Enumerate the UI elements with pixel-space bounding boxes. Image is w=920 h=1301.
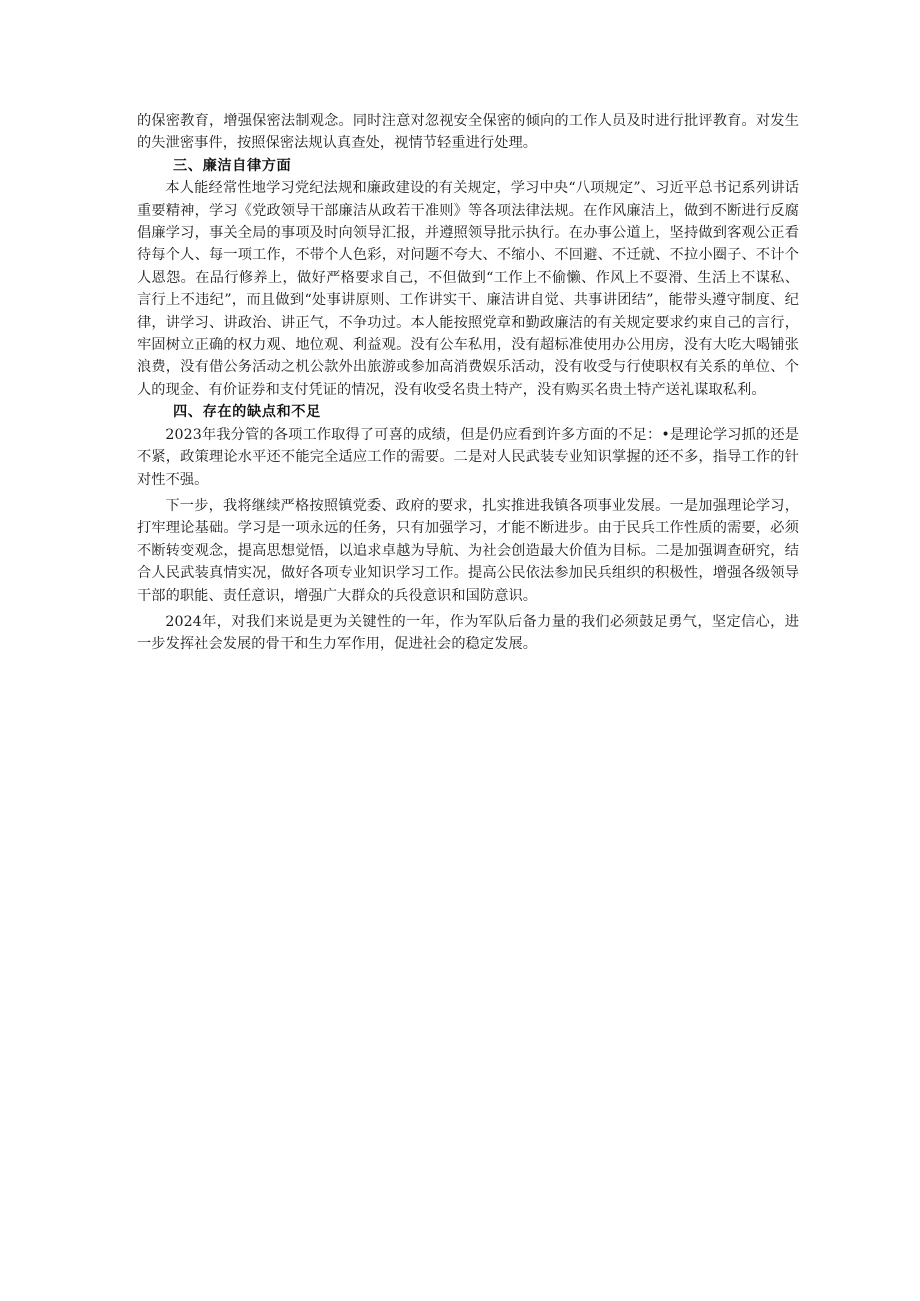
paragraph-next-step: 下一步，我将继续严格按照镇党委、政府的要求，扎实推进我镇各项事业发展。一是加强理论学习，打牢理论基础。学习是一项永远的任务，只有加强学习，才能不断进步。由于民兵工作性质的需要，必须不断转变观念，提高思想觉悟，以追求卓越为导航、为社会创造最大价值为目标。二是加强调查研究，结合人民武装真情实况，做好各项专业知识学习工作。提高公民依法参加民兵组织的积极性，增强各级领导干部的职能、责任意识，增强广大群众的兵役意识和国防意识。 (137, 497, 799, 604)
paragraph-integrity: 本人能经常性地学习党纪法规和廉政建设的有关规定，学习中央“八项规定”、习近平总书记系列讲话重要精神，学习《党政领导干部廉洁从政若干准则》等各项法律法规。在作风廉洁上，做到不断进行反腐倡廉学习，事关全局的事项及时向领导汇报，并遵照领导批示执行。在办事公道上，坚持做到客观公正看待每个人、每一项工作，不带个人色彩，对问题不夸大、不缩小、不回避、不迁就、不拉小圈子、不计个人恩怨。在品行修养上，做好严格要求自己，不但做到“工作上不偷懒、作风上不耍滑、生活上不谋私、言行上不违纪”，而且做到“处事讲原则、工作讲实干、廉洁讲自觉、共事讲团结”，能带头遵守制度、纪律，讲学习、讲政治、讲正气，不争功过。本人能按照党章和勤政廉洁的有关规定要求约束自己的言行，牢固树立正确的权力观、地位观、利益观。没有公车私用，没有超标准使用办公用房，没有大吃大喝铺张浪费，没有借公务活动之机公款外出旅游或参加高消费娱乐活动，没有收受与行使职权有关系的单位、个人的现金、有价证券和支付凭证的情况，没有收受名贵土特产，没有购买名贵土特产送礼谋取私利。 (137, 180, 799, 398)
paragraph-confidentiality-continuation: 的保密教育，增强保密法制观念。同时注意对忽视安全保密的倾向的工作人员及时进行批评教育。对发生的失泄密事件，按照保密法规认真查处，视情节轻重进行处理。 (137, 113, 799, 152)
document-page (137, 110, 799, 656)
section-heading-shortcomings: 四、存在的缺点和不足 (173, 404, 321, 421)
paragraph-2024: 2024年，对我们来说是更为关键性的一年，作为军队后备力量的我们必须鼓足勇气，坚定信心，进一步发挥社会发展的骨干和生力军作用，促进社会的稳定发展。 (137, 613, 799, 653)
section-heading-integrity: 三、廉洁自律方面 (173, 157, 292, 174)
paragraph-shortcomings: 2023年我分管的各项工作取得了可喜的成绩，但是仍应看到许多方面的不足：•是理论学习抓的还是不紧，政策理论水平还不能完全适应工作的需要。二是对人民武装专业知识掌握的还不多，指导工作的针对性不强。 (137, 426, 799, 488)
